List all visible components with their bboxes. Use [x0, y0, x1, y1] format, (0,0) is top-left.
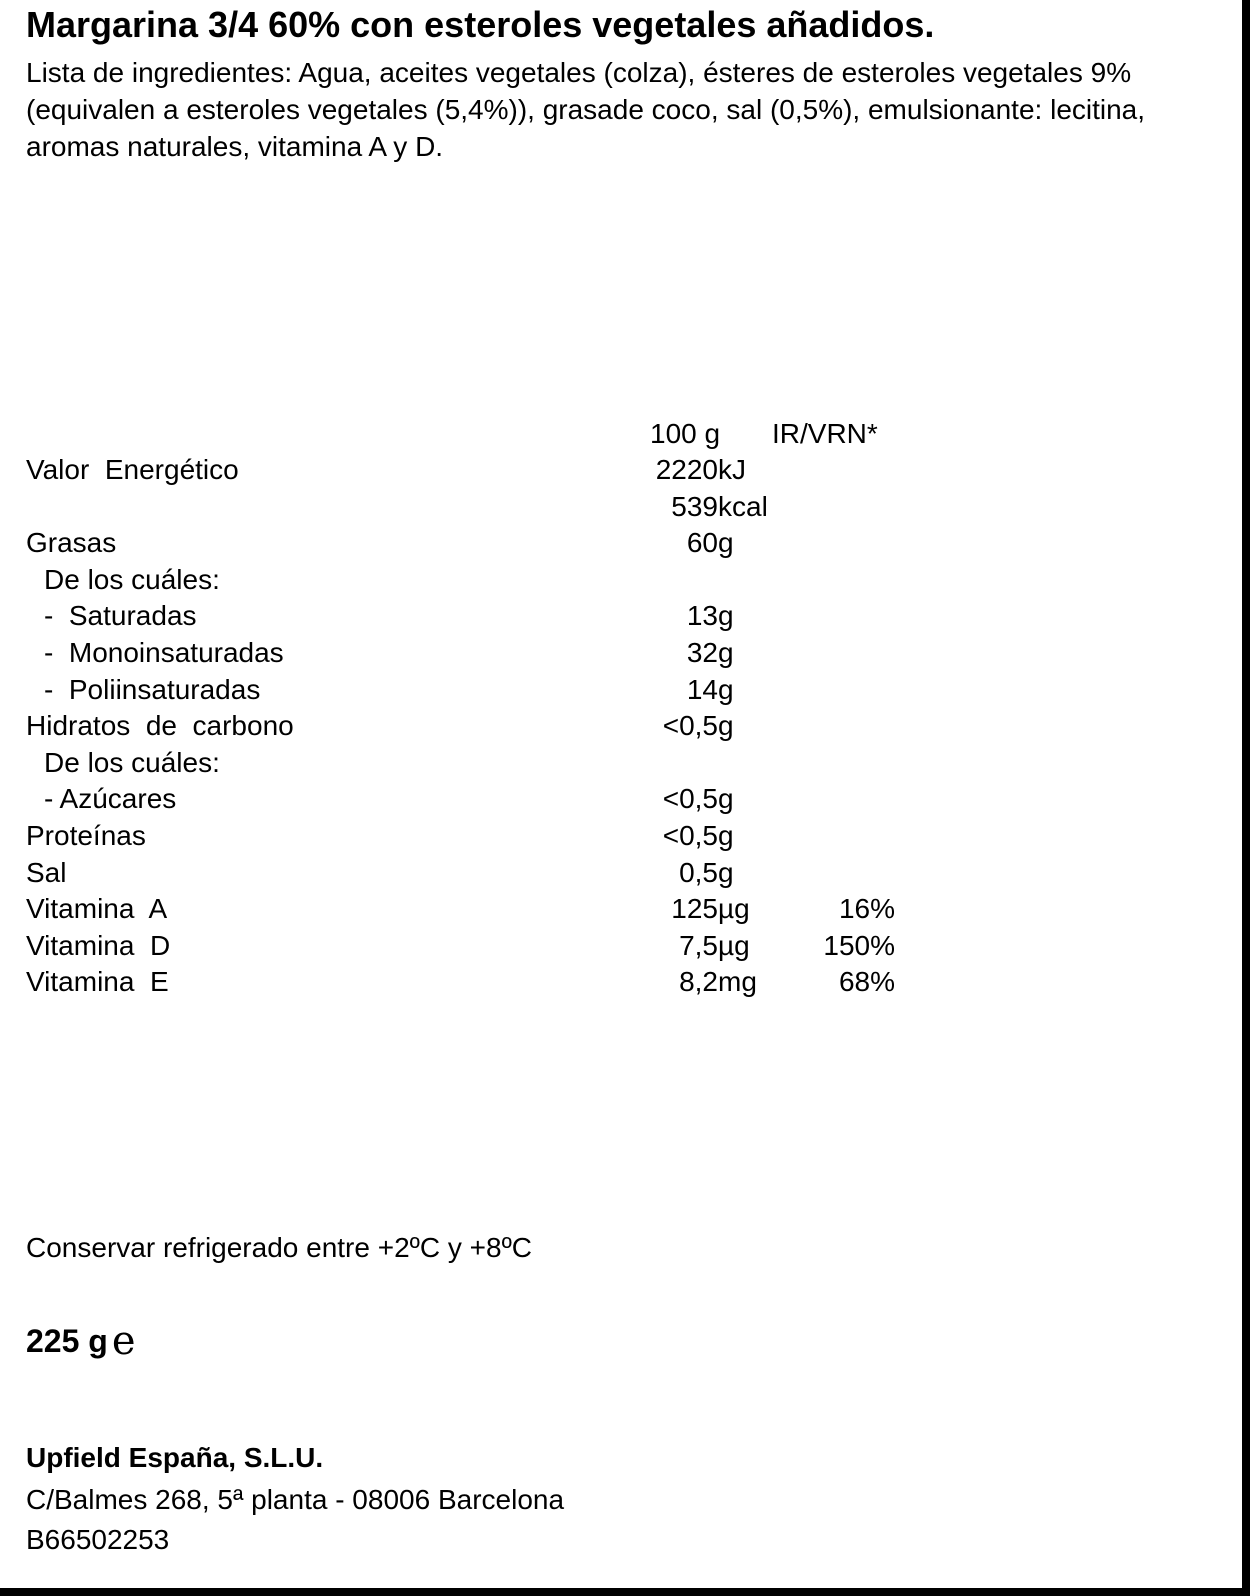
nutrition-row [0, 780, 1240, 817]
nutrient-label: Vitamina A [26, 893, 168, 925]
column-header-ir-vrn: IR/VRN* [772, 418, 878, 449]
nutrient-unit: mg [718, 966, 757, 998]
nutrient-unit: g [718, 527, 734, 559]
nutrition-row [0, 817, 1240, 854]
nutrient-label: Sal [26, 856, 67, 888]
nutrition-row [0, 671, 1240, 708]
storage-instructions: Conservar refrigerado entre +2ºC y +8ºC [26, 1232, 533, 1263]
nutrient-label: De los cuáles: [44, 746, 220, 778]
nutrient-unit: g [718, 673, 734, 705]
nutrient-unit: µg [718, 893, 750, 925]
nutrient-unit: µg [718, 929, 750, 961]
nutrient-value: 8,2 [679, 966, 718, 998]
nutrient-unit: g [718, 783, 734, 815]
nutrient-value: 14 [686, 673, 718, 705]
nutrition-row [0, 524, 1240, 561]
nutrient-value: <0,5 [662, 783, 718, 815]
company-cif: B66502253 [26, 1524, 170, 1555]
nutrient-unit: g [718, 820, 734, 851]
nutrient-value: 7,5 [679, 929, 718, 961]
nutrient-value: 0,5 [679, 856, 718, 888]
column-header-100g: 100 g [650, 418, 721, 449]
nutrient-label: Vitamina D [26, 929, 171, 961]
nutrient-label: Proteínas [26, 820, 146, 851]
nutrient-value: 32 [686, 637, 718, 668]
nutrient-value: 539 [671, 490, 718, 522]
nutrient-value: 60 [686, 527, 718, 559]
product-title: Margarina 3/4 60% con esteroles vegetales añadidos. [26, 4, 935, 45]
nutrient-label: - Poliinsaturadas [44, 673, 261, 705]
nutrient-label: De los cuáles: [44, 563, 220, 595]
nutrition-row [0, 744, 1240, 781]
nutrition-row [0, 634, 1240, 671]
nutrient-unit: kJ [718, 454, 746, 485]
nutrition-row [0, 927, 1240, 964]
nutrient-label: Valor Energético [26, 454, 239, 485]
nutrient-unit: g [718, 600, 734, 632]
nutrient-label: Vitamina E [26, 966, 169, 998]
nutrient-value: 125 [671, 893, 718, 925]
nutrient-unit: g [718, 637, 734, 668]
nutrient-label: Hidratos de carbono [26, 710, 294, 742]
nutrition-row [0, 597, 1240, 634]
nutrient-unit: g [718, 856, 734, 888]
nutrition-row [0, 963, 1240, 1000]
nutrient-value: <0,5 [662, 710, 718, 742]
nutrition-row [0, 707, 1240, 744]
nutrient-value: 2220 [655, 454, 718, 485]
nutrient-unit: kcal [718, 490, 768, 522]
nutrient-unit: g [718, 710, 734, 742]
nutrient-value: <0,5 [662, 820, 718, 851]
nutrient-label: - Saturadas [44, 600, 197, 632]
nutrition-row [0, 488, 1240, 525]
net-weight [26, 1318, 136, 1364]
estimated-sign-icon: e [111, 1318, 136, 1364]
nutrient-label: - Monoinsaturadas [44, 637, 284, 668]
nutrition-row [0, 854, 1240, 891]
ingredients-list: Lista de ingredientes: Agua, aceites vegetales (colza), ésteres de esteroles vegetales 9% (equivalen a esteroles vegetales (5,4%)), grasade coco, sal (0,5%), emulsionante: lecitina, aromas naturales, vitamina A y D. [26, 57, 1146, 162]
nutrition-row [0, 890, 1240, 927]
nutrition-row [0, 561, 1240, 598]
company-name: Upfield España, S.L.U. [26, 1442, 324, 1473]
nutrition-row [0, 451, 1240, 488]
nutrient-ir-vrn: 68% [838, 966, 895, 998]
nutrient-label: Grasas [26, 527, 117, 559]
nutrient-value: 13 [686, 600, 718, 632]
nutrient-ir-vrn: 150% [823, 929, 895, 961]
company-address: C/Balmes 268, 5ª planta - 08006 Barcelona [26, 1484, 565, 1515]
nutrient-label: - Azúcares [44, 783, 177, 815]
nutrient-ir-vrn: 16% [838, 893, 895, 925]
net-weight-value: 225 g [26, 1323, 108, 1359]
